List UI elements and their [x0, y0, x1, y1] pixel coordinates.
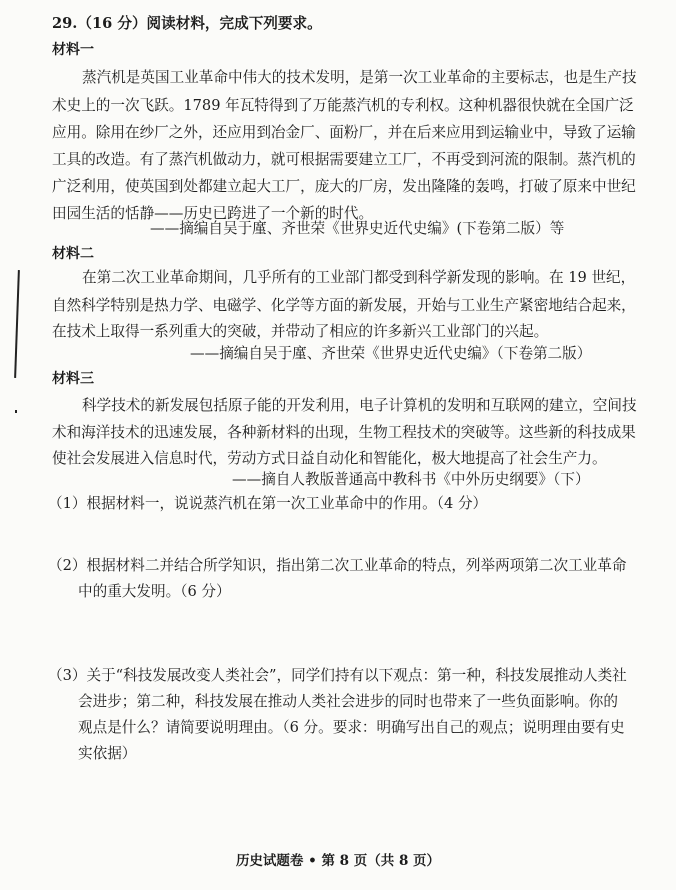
material2-line: 在第二次工业革命期间，几乎所有的工业部门都受到科学新发现的影响。在 19 世纪，: [82, 269, 636, 286]
material2-line: 自然科学特别是热力学、电磁学、化学等方面的新发展，开始与工业生产紧密地结合起来，: [52, 297, 636, 314]
question-header: 29.（16 分）阅读材料，完成下列要求。: [52, 15, 322, 32]
material3-line: 科学技术的新发展包括原子能的开发利用，电子计算机的发明和互联网的建立，空间技: [82, 397, 637, 414]
material2-line: 在技术上取得一系列重大的突破，并带动了相应的许多新兴工业部门的兴起。: [52, 323, 549, 340]
material1-source: ——摘编自吴于廑、齐世荣《世界史近代史编》(下卷第二版）等: [150, 220, 565, 237]
material1-line: 应用。除用在纱厂之外，还应用到冶金厂、面粉厂，并在后来应用到运输业中，导致了运输: [52, 124, 636, 141]
material1-line: 术史上的一次飞跃。1789 年瓦特得到了万能蒸汽机的专利权。这种机器很快就在全国广泛: [52, 97, 634, 114]
material2-source: ——摘编自吴于廑、齐世荣《世界史近代史编》（下卷第二版）: [190, 345, 592, 362]
margin-pencil-dot: [15, 410, 17, 413]
subquestion-3: （3）关于“科技发展改变人类社会”，同学们持有以下观点：第一种，科技发展推动人类社: [48, 667, 627, 684]
margin-pencil-line: [14, 270, 20, 378]
material1-line: 田园生活的恬静——历史已跨进了一个新的时代。: [52, 205, 374, 222]
material2-title: 材料二: [52, 246, 94, 262]
subquestion-2: （2）根据材料二并结合所学知识，指出第二次工业革命的特点，列举两项第二次工业革命: [48, 557, 627, 574]
material3-title: 材料三: [52, 371, 94, 387]
material1-line: 工具的改造。有了蒸汽机做动力，就可根据需要建立工厂，不再受到河流的限制。蒸汽机的: [52, 151, 636, 168]
material3-line: 术和海洋技术的迅速发展，各种新材料的出现，生物工程技术的突破等。这些新的科技成果: [52, 424, 636, 441]
subquestion-3-cont: 实依据）: [78, 745, 137, 762]
subquestion-2-cont: 中的重大发明。（6 分）: [78, 583, 231, 600]
material1-line: 广泛利用，使英国到处都建立起大工厂，庞大的厂房，发出隆隆的轰鸣，打破了原来中世纪: [52, 178, 636, 195]
material3-source: ——摘自人教版普通高中教科书《中外历史纲要》（下）: [232, 471, 590, 488]
subquestion-3-cont: 观点是什么？请简要说明理由。（6 分。要求：明确写出自己的观点；说明理由要有史: [78, 719, 625, 736]
material1-line: 蒸汽机是英国工业革命中伟大的技术发明，是第一次工业革命的主要标志，也是生产技: [82, 69, 637, 86]
subquestion-3-cont: 会进步；第二种，科技发展在推动人类社会进步的同时也带来了一些负面影响。你的: [78, 693, 618, 710]
material1-title: 材料一: [52, 42, 94, 58]
subquestion-1: （1）根据材料一，说说蒸汽机在第一次工业革命中的作用。（4 分）: [48, 495, 488, 512]
material3-line: 使社会发展进入信息时代，劳动方式日益自动化和智能化，极大地提高了社会生产力。: [52, 450, 607, 467]
page-footer: 历史试题卷 • 第 8 页（共 8 页）: [235, 853, 441, 869]
